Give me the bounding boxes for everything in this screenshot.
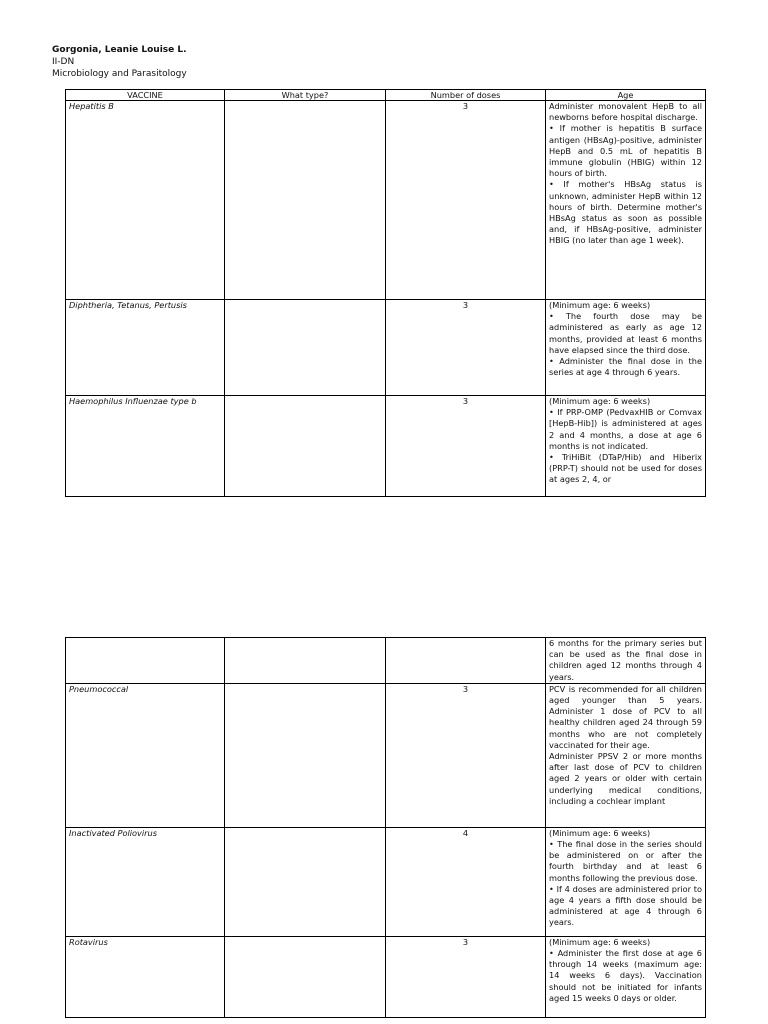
vaccine-table-page1 xyxy=(65,89,706,497)
type-cell xyxy=(225,300,386,396)
age-cell: (Minimum age: 6 weeks) • The fourth dose may be administered as early as age 12 months, provided at least 6 months have elapsed since the third dose. • Administer the final dose in the series at age 4 through 6 years. xyxy=(546,300,706,396)
doses-cell: 3 xyxy=(386,396,546,497)
column-header-type: What type? xyxy=(225,90,386,101)
type-cell xyxy=(225,683,386,827)
table-row xyxy=(66,827,706,936)
doses-cell: 4 xyxy=(386,827,546,936)
table-row xyxy=(66,101,706,300)
type-cell xyxy=(225,101,386,300)
column-header-doses: Number of doses xyxy=(386,90,546,101)
type-cell xyxy=(225,827,386,936)
subject-title: Microbiology and Parasitology xyxy=(52,69,187,79)
table-row xyxy=(66,683,706,827)
type-cell xyxy=(225,936,386,1017)
type-cell xyxy=(225,638,386,684)
age-cell: Administer monovalent HepB to all newborns before hospital discharge. • If mother is hepatitis B surface antigen (HBsAg)-positive, administer HepB and 0.5 mL of hepatitis B immune globulin (HBIG) within 12 hours of birth. • If mother's HBsAg status is unknown, administer HepB within 12 hours of birth. Determine mother's HBsAg status as soon as possible and, if HBsAg-positive, administer HBIG (no later than age 1 week). xyxy=(546,101,706,300)
student-section: II-DN xyxy=(52,57,75,67)
doses-cell: 3 xyxy=(386,300,546,396)
vaccine-cell: Pneumococcal xyxy=(66,683,225,827)
age-cell: PCV is recommended for all children aged younger than 5 years. Administer 1 dose of PCV to all healthy children aged 24 through 59 months who are not completely vaccinated for their age. Administer PPSV 2 or more months after last dose of PCV to children aged 2 years or older with certain underlying medical conditions, including a cochlear implant xyxy=(546,683,706,827)
table-row xyxy=(66,936,706,1017)
age-cell: (Minimum age: 6 weeks) • Administer the first dose at age 6 through 14 weeks (maximum age: 14 weeks 6 days). Vaccination should not be initiated for infants aged 15 weeks 0 days or older. xyxy=(546,936,706,1017)
table-row xyxy=(66,300,706,396)
document-header xyxy=(52,44,187,80)
column-header-vaccine: VACCINE xyxy=(66,90,225,101)
doses-cell: 3 xyxy=(386,936,546,1017)
vaccine-cell: Diphtheria, Tetanus, Pertusis xyxy=(66,300,225,396)
age-cell: (Minimum age: 6 weeks) • If PRP-OMP (PedvaxHIB or Comvax [HepB-Hib]) is administered at ages 2 and 4 months, a dose at age 6 months is not indicated. • TriHiBit (DTaP/Hib) and Hiberix (PRP-T) should not be used for doses at ages 2, 4, or xyxy=(546,396,706,497)
table-row xyxy=(66,638,706,684)
type-cell xyxy=(225,396,386,497)
student-name: Gorgonia, Leanie Louise L. xyxy=(52,45,187,55)
vaccine-cell: Hepatitis B xyxy=(66,101,225,300)
table-header-row xyxy=(66,90,706,101)
doses-cell: 3 xyxy=(386,683,546,827)
vaccine-table-page2 xyxy=(65,637,706,1018)
vaccine-cell: Haemophilus Influenzae type b xyxy=(66,396,225,497)
vaccine-cell: Inactivated Poliovirus xyxy=(66,827,225,936)
age-cell: 6 months for the primary series but can be used as the final dose in children aged 12 months through 4 years. xyxy=(546,638,706,684)
vaccine-cell xyxy=(66,638,225,684)
doses-cell: 3 xyxy=(386,101,546,300)
vaccine-cell: Rotavirus xyxy=(66,936,225,1017)
column-header-age: Age xyxy=(546,90,706,101)
table-row xyxy=(66,396,706,497)
age-cell: (Minimum age: 6 weeks) • The final dose in the series should be administered on or after the fourth birthday and at least 6 months following the previous dose. • If 4 doses are administered prior to age 4 years a fifth dose should be administered at age 4 through 6 years. xyxy=(546,827,706,936)
doses-cell xyxy=(386,638,546,684)
